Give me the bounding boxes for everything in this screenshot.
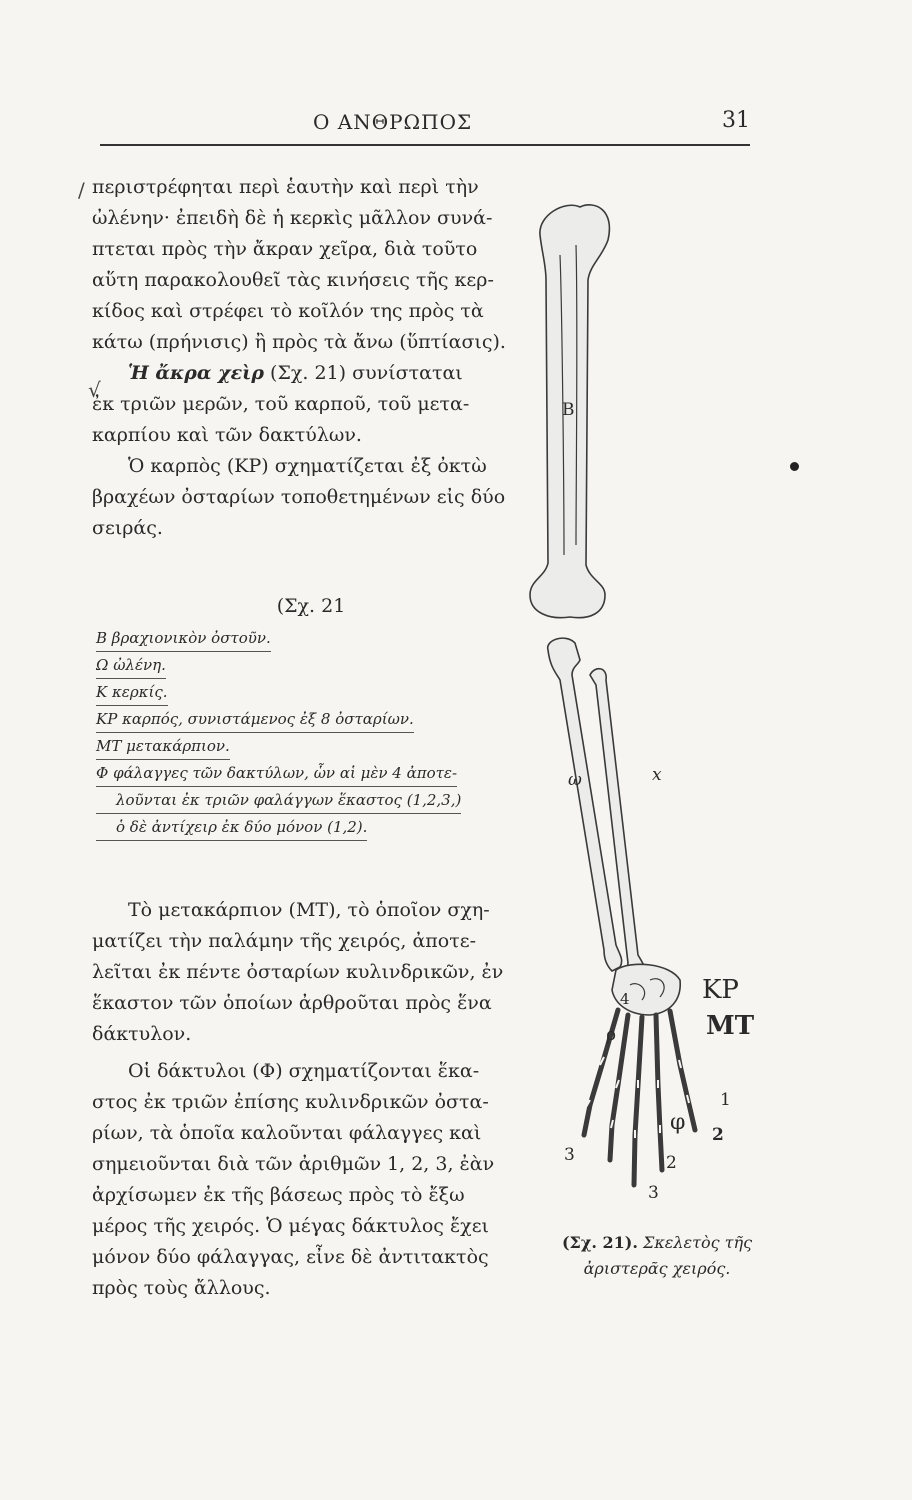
label-KP: ΚΡ	[702, 975, 739, 1005]
label-1: 1	[720, 1090, 731, 1110]
header-rule	[100, 144, 750, 146]
figure-number: (Σχ. 21).	[561, 1233, 638, 1252]
legend-item: Φ φάλαγγες τῶν δακτύλων, ὧν αἱ μὲν 4 ἀποτε-	[96, 760, 457, 787]
figure-caption-text: Σκελετὸς τῆς ἀριστερᾶς χειρός.	[583, 1233, 753, 1278]
text-line: ἕκαστον τῶν ὁποίων ἀρθροῦται πρὸς ἕνα	[92, 992, 492, 1014]
label-omega: ω	[568, 770, 582, 790]
bold-term: Ἡ ἄκρα χεὶρ	[128, 362, 265, 384]
text-line: αὕτη παρακολουθεῖ τὰς κινήσεις τῆς κερ-	[92, 269, 494, 291]
text-run: (Σχ. 21) συνίσταται	[264, 362, 463, 384]
text-line: μόνον δύο φάλαγγας, εἶνε δὲ ἀντιτακτὸς	[92, 1246, 489, 1268]
text-line: ἐκ τριῶν μερῶν, τοῦ καρποῦ, τοῦ μετα-	[92, 393, 470, 415]
figure-caption	[542, 1230, 772, 1282]
arm-skeleton-illustration	[520, 185, 780, 1225]
text-column-bottom	[92, 895, 512, 1304]
arm-skeleton-figure	[520, 185, 780, 1225]
text-line: ὠλένην· ἐπειδὴ δὲ ἡ κερκὶς μᾶλλον συνά-	[92, 207, 493, 229]
finger-bones	[634, 1017, 642, 1185]
text-line: ματίζει τὴν παλάμην τῆς χειρός, ἀποτε-	[92, 930, 477, 952]
page-number: 31	[722, 108, 750, 133]
legend-item: ΚΡ καρπός, συνιστάμενος ἐξ 8 ὀσταρίων.	[96, 706, 414, 733]
figure-legend	[96, 595, 526, 841]
text-line: μέρος τῆς χειρός. Ὁ μέγας δάκτυλος ἔχει	[92, 1215, 489, 1237]
text-line: Ὁ καρπὸς (ΚΡ) σχηματίζεται ἐξ ὀκτὼ	[128, 455, 487, 477]
label-x: x	[652, 765, 662, 785]
label-rho: ρ	[606, 1025, 616, 1045]
text-line: δάκτυλον.	[92, 1023, 192, 1045]
text-line: στος ἐκ τριῶν ἐπίσης κυλινδρικῶν ὀστα-	[92, 1091, 489, 1113]
legend-heading: (Σχ. 21	[276, 595, 346, 617]
text-column-top	[92, 172, 512, 544]
legend-item: ὁ δὲ ἀντίχειρ ἐκ δύο μόνον (1,2).	[96, 814, 367, 841]
text-line: σειράς.	[92, 517, 163, 539]
paragraph-hand	[92, 358, 512, 451]
paragraph-metacarpus	[92, 895, 512, 1050]
text-line: σημειοῦνται διὰ τῶν ἀριθμῶν 1, 2, 3, ἐὰν	[92, 1153, 495, 1175]
label-phi: φ	[670, 1110, 686, 1135]
radius-bone	[590, 669, 645, 980]
legend-item: Κ κερκίς.	[96, 679, 168, 706]
text-line: περιστρέφηται περὶ ἑαυτὴν καὶ περὶ τὴν	[92, 176, 479, 198]
paragraph-carpus	[92, 451, 512, 544]
text-line: πρὸς τοὺς ἄλλους.	[92, 1277, 271, 1299]
paragraph-fingers	[92, 1056, 512, 1304]
text-line: Οἱ δάκτυλοι (Φ) σχηματίζονται ἕκα-	[128, 1060, 480, 1082]
text-line: κίδος καὶ στρέφει τὸ κοῖλόν της πρὸς τὰ	[92, 300, 484, 322]
text-line: βραχέων ὀσταρίων τοποθετημένων εἰς δύο	[92, 486, 506, 508]
label-4: 4	[620, 990, 630, 1008]
label-MT: ΜΤ	[706, 1011, 755, 1041]
margin-mark: /	[78, 178, 85, 202]
legend-item: Ω ὠλένη.	[96, 652, 166, 679]
text-line: Τὸ μετακάρπιον (ΜΤ), τὸ ὁποῖον σχη-	[128, 899, 490, 921]
legend-item: ΜΤ μετακάρπιον.	[96, 733, 230, 760]
label-2b: 2	[666, 1153, 677, 1173]
text-line: πτεται πρὸς τὴν ἄκραν χεῖρα, διὰ τοῦτο	[92, 238, 478, 260]
text-line	[92, 358, 512, 389]
text-line: καρπίου καὶ τῶν δακτύλων.	[92, 424, 362, 446]
finger-bones	[656, 1015, 662, 1170]
margin-checkmark: √	[88, 378, 101, 402]
text-line: ρίων, τὰ ὁποῖα καλοῦνται φάλαγγες καὶ	[92, 1122, 482, 1144]
label-3: 3	[564, 1145, 575, 1165]
running-title: Ο ΑΝΘΡΩΠΟΣ	[313, 110, 473, 134]
label-3b: 3	[648, 1183, 659, 1203]
paragraph-forearm	[92, 172, 512, 358]
label-B: Β	[562, 400, 575, 420]
legend-item: λοῦνται ἐκ τριῶν φαλάγγων ἕκαστος (1,2,3,)	[96, 787, 461, 814]
label-2: 2	[712, 1125, 724, 1145]
text-line: κάτω (πρήνισις) ἢ πρὸς τὰ ἄνω (ὕπτίασις).	[92, 331, 506, 353]
text-line: ἀρχίσωμεν ἐκ τῆς βάσεως πρὸς τὸ ἔξω	[92, 1184, 465, 1206]
legend-item: Β βραχιονικὸν ὀστοῦν.	[96, 625, 271, 652]
margin-dot	[790, 462, 799, 471]
humerus-shading	[576, 245, 577, 545]
text-line: λεῖται ἐκ πέντε ὀσταρίων κυλινδρικῶν, ἐν	[92, 961, 504, 983]
running-head	[100, 108, 750, 144]
